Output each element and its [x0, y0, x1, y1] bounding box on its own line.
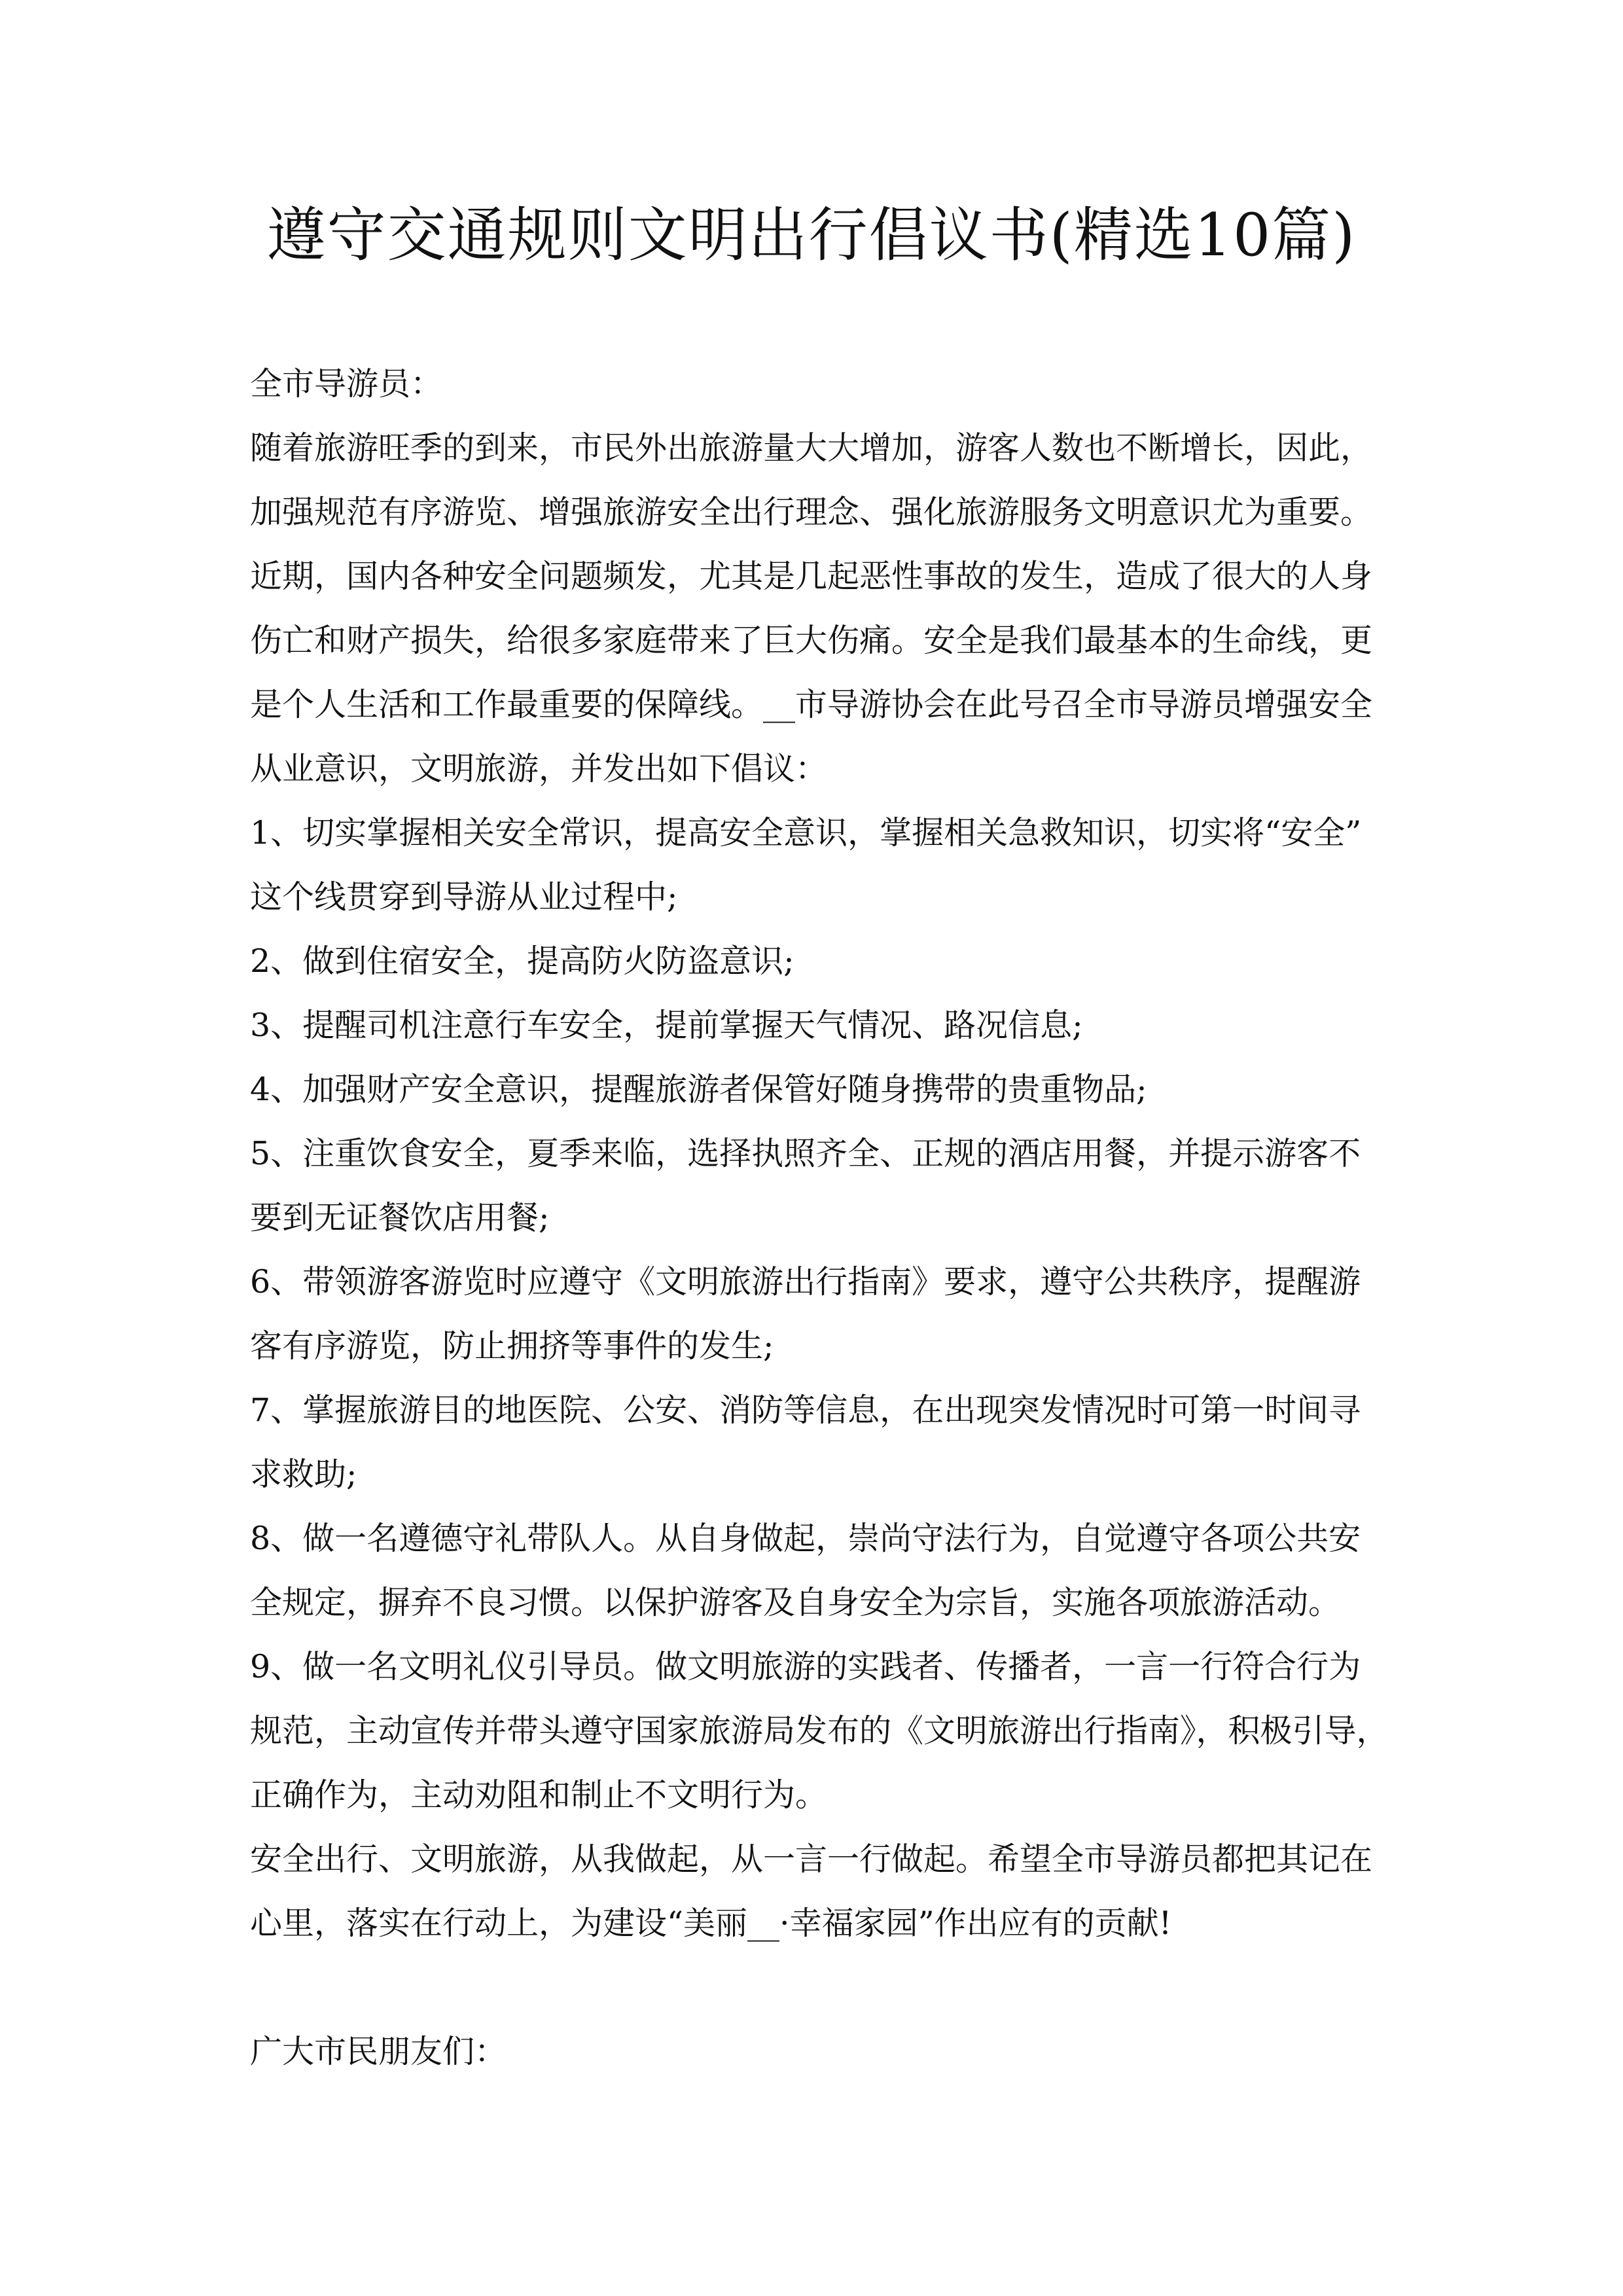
text-line: 随着旅游旺季的到来，市民外出旅游量大大增加，游客人数也不断增长，因此，	[250, 429, 1373, 467]
text-line: 5、注重饮食安全，夏季来临，选择执照齐全、正规的酒店用餐，并提示游客不	[250, 1135, 1361, 1172]
text-line: 心里，落实在行动上，为建设“美丽__·幸福家园”作出应有的贡献!	[250, 1905, 1172, 1942]
salutation: 全市导游员：	[250, 365, 443, 403]
document-body	[250, 352, 1389, 2084]
text-line: 全规定，摒弃不良习惯。以保护游客及自身安全为宗旨，实施各项旅游活动。	[250, 1584, 1341, 1621]
text-line: 客有序游览，防止拥挤等事件的发生;	[250, 1327, 774, 1365]
text-line: 这个线贯穿到导游从业过程中;	[250, 878, 678, 916]
text-line: 伤亡和财产损失，给很多家庭带来了巨大伤痛。安全是我们最基本的生命线，更	[250, 622, 1373, 659]
text-line: 从业意识，文明旅游，并发出如下倡议：	[250, 750, 828, 787]
text-line: 规范，主动宣传并带头遵守国家旅游局发布的《文明旅游出行指南》，积极引导，	[250, 1712, 1389, 1749]
text-line: 要到无证餐饮店用餐;	[250, 1199, 550, 1236]
text-line: 8、做一名遵德守礼带队人。从自身做起，崇尚守法行为，自觉遵守各项公共安	[250, 1520, 1361, 1557]
paragraph-lines	[250, 416, 1389, 1956]
text-line: 6、带领游客游览时应遵守《文明旅游出行指南》要求，遵守公共秩序，提醒游	[250, 1263, 1361, 1300]
document-title: 遵守交通规则文明出行倡议书(精选10篇)	[266, 201, 1357, 270]
text-line: 2、做到住宿安全，提高防火防盗意识;	[250, 942, 794, 980]
text-line: 近期，国内各种安全问题频发，尤其是几起恶性事故的发生，造成了很大的人身	[250, 558, 1373, 595]
spacer	[250, 1956, 1389, 2020]
text-line: 1、切实掌握相关安全常识，提高安全意识，掌握相关急救知识，切实将“安全”	[250, 814, 1362, 852]
text-line: 求救助;	[250, 1456, 357, 1493]
text-line: 加强规范有序游览、增强旅游安全出行理念、强化旅游服务文明意识尤为重要。	[250, 493, 1373, 531]
text-line: 4、加强财产安全意识，提醒旅游者保管好随身携带的贵重物品;	[250, 1071, 1147, 1108]
text-line: 安全出行、文明旅游，从我做起，从一言一行做起。希望全市导游员都把其记在	[250, 1840, 1373, 1878]
text-line: 正确作为，主动劝阻和制止不文明行为。	[250, 1776, 828, 1814]
text-line: 7、掌握旅游目的地医院、公安、消防等信息，在出现突发情况时可第一时间寻	[250, 1391, 1361, 1429]
text-line: 是个人生活和工作最重要的保障线。__市导游协会在此号召全市导游员增强安全	[250, 686, 1373, 723]
salutation-2: 广大市民朋友们：	[250, 2033, 507, 2070]
text-line: 9、做一名文明礼仪引导员。做文明旅游的实践者、传播者，一言一行符合行为	[250, 1648, 1361, 1685]
text-line: 3、提醒司机注意行车安全，提前掌握天气情况、路况信息;	[250, 1007, 1083, 1044]
